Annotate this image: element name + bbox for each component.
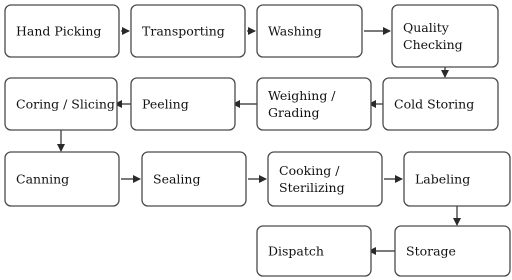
node-sealing [142,152,246,206]
node-label: Washing [268,23,322,39]
node-label: Canning [16,171,70,187]
node-box [268,152,382,206]
node-quality-checking [392,5,498,67]
node-label: Checking [403,37,463,52]
node-hand-picking [5,5,119,57]
node-peeling [131,78,235,130]
node-label: Grading [268,105,320,120]
node-label: Labeling [415,171,471,187]
node-box [257,78,371,130]
node-cold-storing [383,78,498,130]
node-label: Weighing / [268,88,336,103]
node-label: Quality [403,20,449,35]
node-label: Sealing [153,171,201,187]
node-label: Cooking / [279,163,340,178]
boxes-layer [5,5,510,276]
node-washing [257,5,362,57]
node-labeling [404,152,510,206]
node-cooking-sterilizing [268,152,382,206]
node-label: Hand Picking [16,23,102,39]
node-label: Peeling [142,96,189,112]
node-label: Transporting [142,23,225,39]
node-label: Cold Storing [394,96,475,112]
node-coring-slicing [5,78,117,130]
node-label: Storage [406,243,456,259]
node-label: Coring / Slicing [16,96,115,112]
node-transporting [131,5,245,57]
node-box [392,5,498,67]
node-label: Dispatch [268,243,324,259]
node-label: Sterilizing [279,180,345,195]
node-dispatch [257,226,371,276]
node-storage [395,226,510,276]
node-weighing-grading [257,78,371,130]
node-canning [5,152,119,206]
